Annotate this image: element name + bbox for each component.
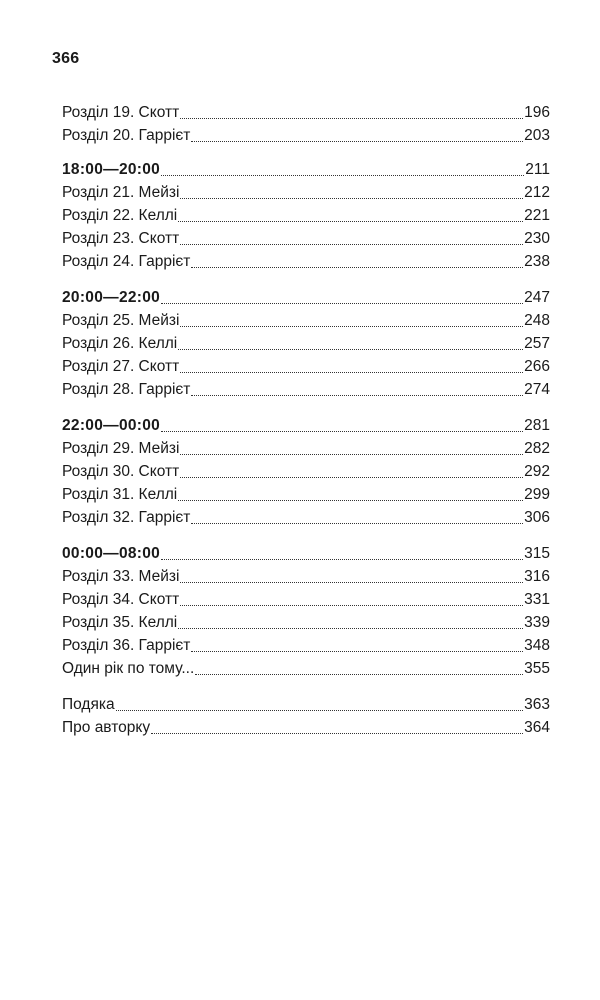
toc-entry-page: 292 — [524, 463, 550, 480]
toc-entry-label: Розділ 27. Скотт — [62, 358, 180, 375]
toc-entry-chapter-26 — [62, 332, 550, 355]
toc-entry-page: 266 — [524, 358, 550, 375]
dot-leader — [180, 118, 523, 119]
toc-entry-label: Розділ 25. Мейзі — [62, 312, 180, 329]
toc-entry-about-author — [62, 716, 550, 739]
dot-leader — [161, 431, 523, 432]
toc-section-heading-20-22 — [62, 286, 550, 309]
toc-entry-label: Розділ 33. Мейзі — [62, 568, 180, 585]
toc-entry-label: Розділ 30. Скотт — [62, 463, 180, 480]
toc-entry-page: 363 — [524, 696, 550, 713]
toc-entry-chapter-22 — [62, 204, 550, 227]
toc-section-label: 00:00—08:00 — [62, 545, 161, 562]
toc-entry-page: 230 — [524, 230, 550, 247]
toc-entry-label: Розділ 35. Келлі — [62, 614, 178, 631]
toc-entry-label: Розділ 20. Гаррієт — [62, 127, 191, 144]
dot-leader — [195, 674, 523, 675]
toc-entry-page: 348 — [524, 637, 550, 654]
toc-section-label: 20:00—22:00 — [62, 289, 161, 306]
toc-entry-page: 299 — [524, 486, 550, 503]
dot-leader — [180, 582, 523, 583]
dot-leader — [191, 267, 523, 268]
dot-leader — [191, 651, 523, 652]
dot-leader — [178, 628, 523, 629]
toc-entry-page: 316 — [524, 568, 550, 585]
toc-entry-page: 282 — [524, 440, 550, 457]
toc-entry-label: Розділ 36. Гаррієт — [62, 637, 191, 654]
dot-leader — [180, 244, 523, 245]
toc-entry-label: Розділ 32. Гаррієт — [62, 509, 191, 526]
page-number: 366 — [52, 50, 80, 67]
dot-leader — [178, 221, 523, 222]
toc-section-page: 211 — [525, 161, 550, 178]
dot-leader — [191, 395, 523, 396]
dot-leader — [178, 500, 523, 501]
dot-leader — [180, 326, 523, 327]
toc-entry-chapter-27 — [62, 355, 550, 378]
toc-entry-page: 203 — [524, 127, 550, 144]
toc-entry-label: Розділ 26. Келлі — [62, 335, 178, 352]
toc-entry-label: Подяка — [62, 696, 115, 713]
dot-leader — [180, 477, 523, 478]
toc-entry-label: Про авторку — [62, 719, 151, 736]
toc-section-page: 281 — [524, 417, 550, 434]
dot-leader — [180, 605, 523, 606]
toc-entry-label: Розділ 23. Скотт — [62, 230, 180, 247]
toc-entry-chapter-33 — [62, 565, 550, 588]
toc-entry-label: Розділ 24. Гаррієт — [62, 253, 191, 270]
dot-leader — [178, 349, 523, 350]
toc-section-heading-18-20 — [62, 158, 550, 181]
toc-section-heading-22-00 — [62, 414, 550, 437]
toc-entry-page: 212 — [524, 184, 550, 201]
toc-entry-chapter-23 — [62, 227, 550, 250]
toc-entry-label: Розділ 29. Мейзі — [62, 440, 180, 457]
table-of-contents — [62, 101, 550, 739]
toc-entry-page: 339 — [524, 614, 550, 631]
toc-section-label: 18:00—20:00 — [62, 161, 161, 178]
toc-entry-page: 355 — [524, 660, 550, 677]
dot-leader — [151, 733, 523, 734]
toc-entry-chapter-29 — [62, 437, 550, 460]
toc-entry-page: 238 — [524, 253, 550, 270]
toc-section-heading-00-08 — [62, 542, 550, 565]
dot-leader — [161, 559, 523, 560]
toc-entry-chapter-35 — [62, 611, 550, 634]
toc-entry-chapter-21 — [62, 181, 550, 204]
toc-section-page: 247 — [524, 289, 550, 306]
toc-entry-label: Розділ 31. Келлі — [62, 486, 178, 503]
toc-entry-label: Розділ 34. Скотт — [62, 591, 180, 608]
dot-leader — [116, 710, 524, 711]
toc-entry-chapter-19 — [62, 101, 550, 124]
toc-entry-chapter-32 — [62, 506, 550, 529]
dot-leader — [161, 303, 523, 304]
dot-leader — [180, 454, 523, 455]
toc-entry-label: Розділ 22. Келлі — [62, 207, 178, 224]
dot-leader — [161, 175, 524, 176]
toc-entry-page: 364 — [524, 719, 550, 736]
toc-section-page: 315 — [524, 545, 550, 562]
dot-leader — [180, 198, 523, 199]
dot-leader — [191, 141, 523, 142]
toc-entry-chapter-20 — [62, 124, 550, 147]
toc-entry-page: 196 — [524, 104, 550, 121]
toc-entry-label: Один рік по тому... — [62, 660, 195, 677]
toc-entry-page: 274 — [524, 381, 550, 398]
toc-entry-chapter-36 — [62, 634, 550, 657]
toc-entry-page: 331 — [524, 591, 550, 608]
dot-leader — [180, 372, 523, 373]
toc-entry-chapter-31 — [62, 483, 550, 506]
toc-entry-chapter-25 — [62, 309, 550, 332]
toc-entry-label: Розділ 19. Скотт — [62, 104, 180, 121]
toc-entry-label: Розділ 28. Гаррієт — [62, 381, 191, 398]
toc-entry-chapter-28 — [62, 378, 550, 401]
dot-leader — [191, 523, 523, 524]
toc-entry-epilogue — [62, 657, 550, 680]
toc-entry-label: Розділ 21. Мейзі — [62, 184, 180, 201]
toc-section-label: 22:00—00:00 — [62, 417, 161, 434]
toc-entry-page: 221 — [524, 207, 550, 224]
toc-entry-page: 248 — [524, 312, 550, 329]
toc-entry-chapter-24 — [62, 250, 550, 273]
toc-entry-page: 306 — [524, 509, 550, 526]
toc-entry-acknowledgements — [62, 693, 550, 716]
toc-entry-chapter-34 — [62, 588, 550, 611]
toc-entry-chapter-30 — [62, 460, 550, 483]
toc-entry-page: 257 — [524, 335, 550, 352]
